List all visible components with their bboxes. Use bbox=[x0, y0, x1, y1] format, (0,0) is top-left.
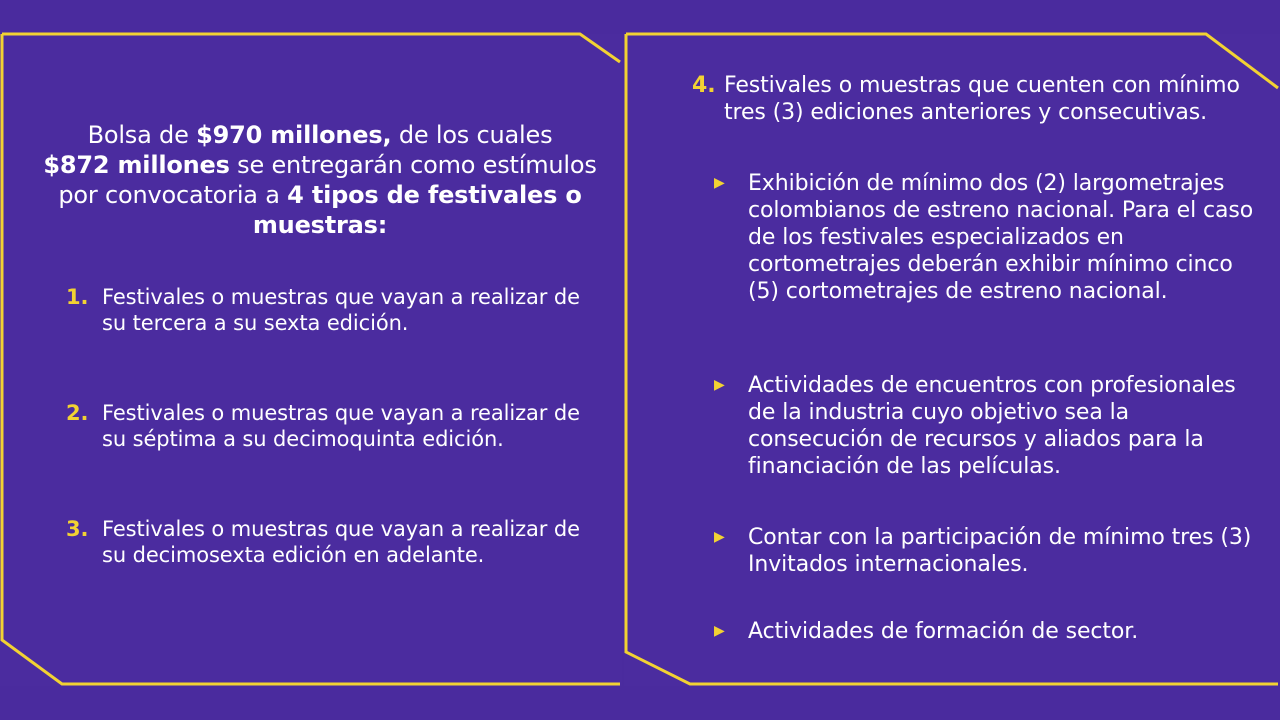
requirement-text-3: Contar con la participación de mínimo tres (3) Invitados internacionales. bbox=[748, 525, 1252, 577]
list-number-3: 3. bbox=[66, 517, 89, 541]
list-number-4: 4. bbox=[692, 73, 716, 98]
list-item-1 bbox=[66, 284, 586, 336]
requirement-text-1: Exhibición de mínimo dos (2) largometrajes colombianos de estreno nacional. Para el caso de los festivales especializados en cortometrajes deberán exhibir mínimo cinco (5) cortometrajes de estreno nacional. bbox=[748, 171, 1254, 304]
funding-intro-text bbox=[40, 120, 600, 240]
list-text-3: Festivales o muestras que vayan a realizar de su decimosexta edición en adelante. bbox=[102, 517, 580, 567]
requirement-bullet-2 bbox=[714, 372, 1254, 480]
list-number-2: 2. bbox=[66, 401, 89, 425]
requirement-text-2: Actividades de encuentros con profesionales de la industria cuyo objetivo sea la consecución de recursos y aliados para la financiación de las películas. bbox=[748, 373, 1236, 479]
triangle-bullet-icon: ▶ bbox=[714, 377, 725, 393]
list-text-4: Festivales o muestras que cuenten con mínimo tres (3) ediciones anteriores y consecutivas. bbox=[724, 73, 1240, 125]
list-number-1: 1. bbox=[66, 285, 89, 309]
left-info-panel bbox=[0, 34, 622, 686]
triangle-bullet-icon: ▶ bbox=[714, 175, 725, 191]
intro-amount-stimulus: $872 millones bbox=[43, 151, 230, 179]
right-info-panel bbox=[624, 34, 1280, 686]
requirement-bullet-1 bbox=[714, 170, 1254, 305]
requirement-bullet-4 bbox=[714, 618, 1254, 645]
intro-amount-total: $970 millones, bbox=[196, 121, 392, 149]
triangle-bullet-icon: ▶ bbox=[714, 529, 725, 545]
requirement-text-4: Actividades de formación de sector. bbox=[748, 619, 1139, 644]
list-item-2 bbox=[66, 400, 586, 452]
right-panel-frame bbox=[624, 34, 1280, 686]
list-item-4 bbox=[692, 72, 1252, 126]
list-item-3 bbox=[66, 516, 586, 568]
intro-part-3: se entregarán como estímulos por convocatoria a bbox=[58, 151, 597, 209]
intro-part-1: Bolsa de bbox=[87, 121, 197, 149]
requirement-bullet-3 bbox=[714, 524, 1254, 578]
list-text-2: Festivales o muestras que vayan a realizar de su séptima a su decimoquinta edición. bbox=[102, 401, 580, 451]
list-text-1: Festivales o muestras que vayan a realizar de su tercera a su sexta edición. bbox=[102, 285, 580, 335]
intro-festival-types: 4 tipos de festivales o muestras: bbox=[252, 181, 582, 239]
intro-part-2: de los cuales bbox=[391, 121, 553, 149]
triangle-bullet-icon: ▶ bbox=[714, 623, 725, 639]
